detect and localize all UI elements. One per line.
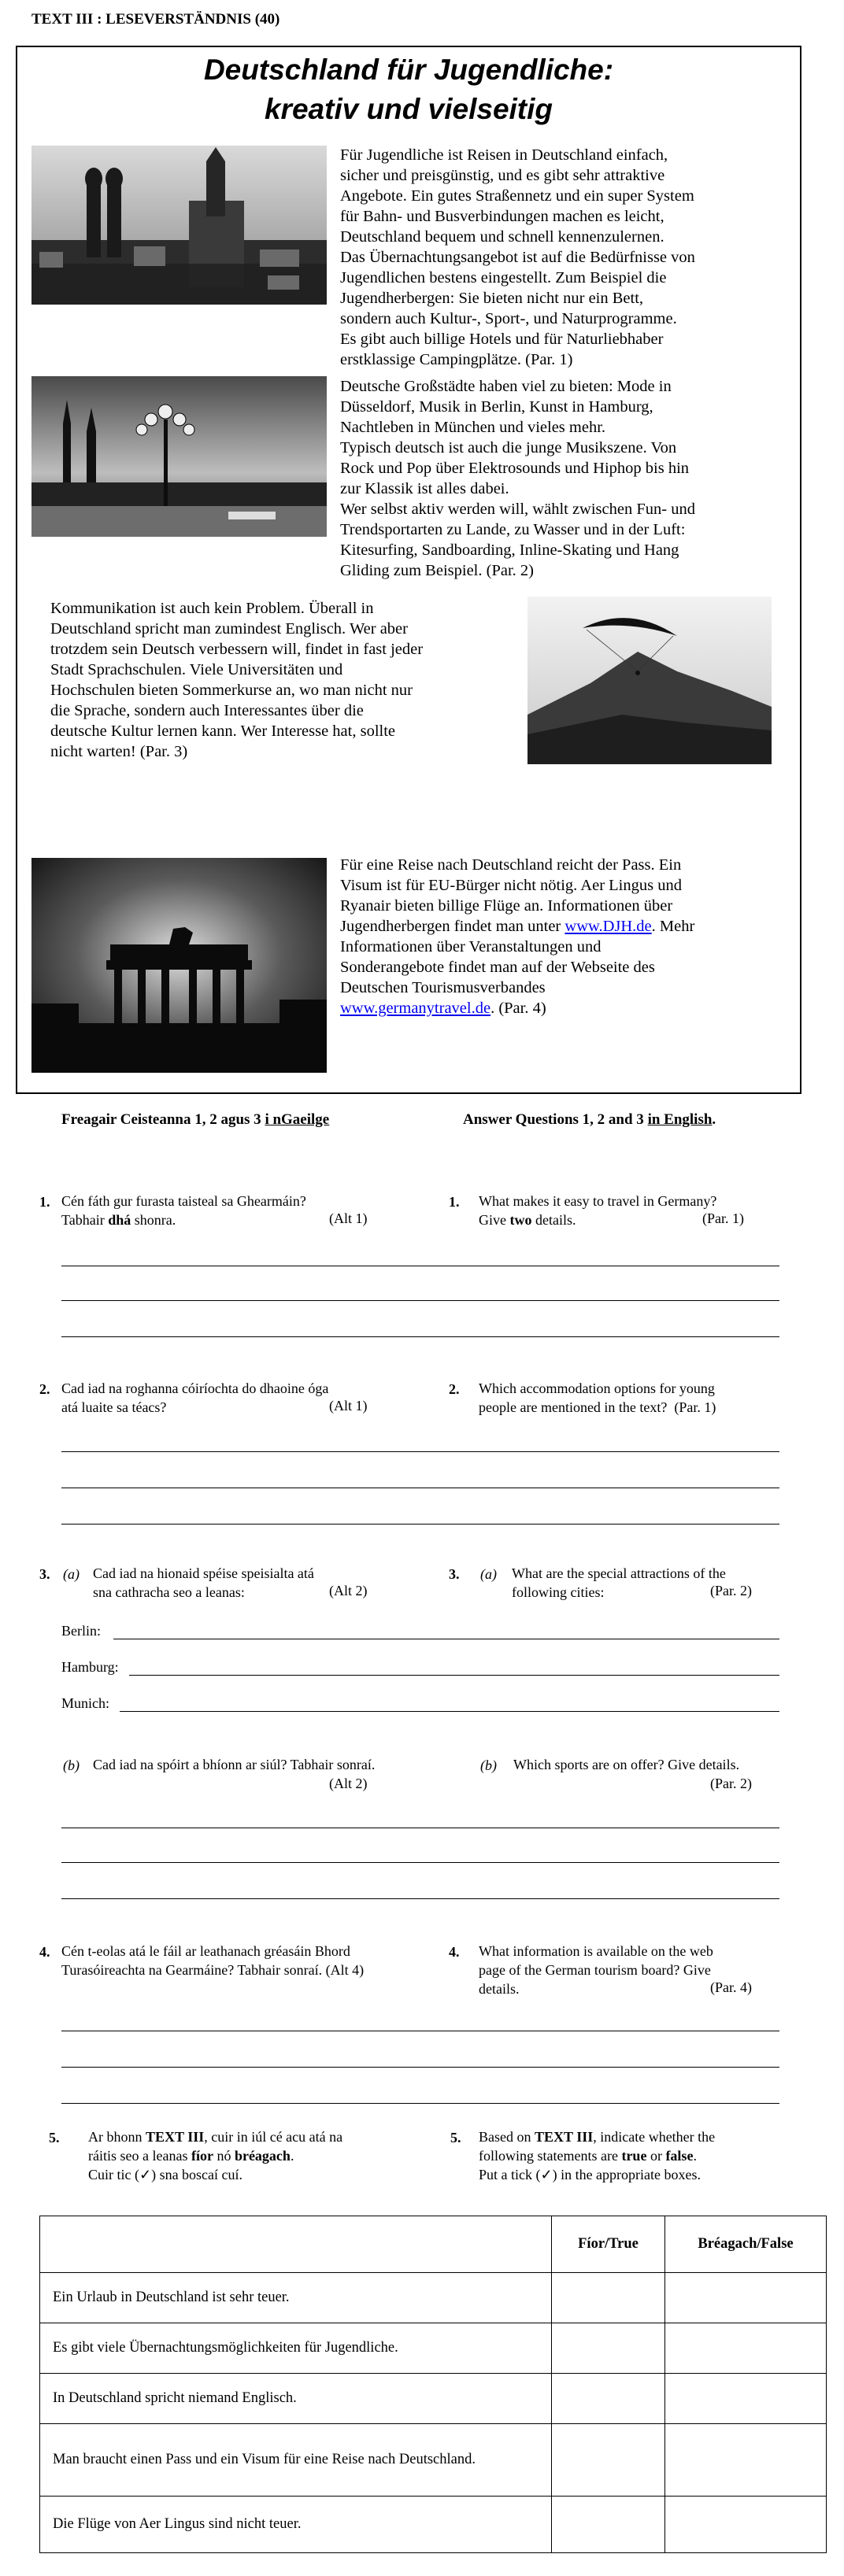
- q4-english: What information is available on the web page of the German tourism board? Give details.: [479, 1943, 713, 1997]
- true-false-table: [39, 2216, 827, 2553]
- q2-irish-ref: (Alt 1): [329, 1398, 368, 1414]
- munich-answer-line[interactable]: [120, 1711, 779, 1712]
- q1-answer-line[interactable]: [61, 1300, 779, 1301]
- paragraph-3: Kommunikation ist auch kein Problem. Überall in Deutschland spricht man zumindest Englisch. Wer aber trotzdem sein Deutsch verbessern will, findet in fast jeder Stadt Sprachschulen. Viele Universitäten und Hochschulen bieten Sommerkurse an, wo man nicht nur die Sprache, sondern auch Interessantes über die deutsche Kultur lernen kann. Wer Interesse hat, sollte nicht warten! (Par. 3): [50, 600, 424, 760]
- true-tick-box[interactable]: [552, 2273, 665, 2323]
- true-column-header: Fíor/True: [552, 2216, 665, 2273]
- q3a-label-ga: (a): [63, 1566, 80, 1582]
- hamburg-label: Hamburg:: [61, 1659, 119, 1675]
- statement-cell: In Deutschland spricht niemand Englisch.: [40, 2374, 552, 2424]
- q2-answer-line[interactable]: [61, 1524, 779, 1525]
- article-title-line2: kreativ und vielseitig: [264, 93, 553, 125]
- paraglider-image: [528, 597, 772, 764]
- statement-cell: Man braucht einen Pass und ein Visum für eine Reise nach Deutschland.: [40, 2424, 552, 2497]
- djh-link[interactable]: www.DJH.de: [565, 918, 652, 935]
- q3-number-en: 3.: [449, 1566, 460, 1582]
- article-title-line1: Deutschland für Jugendliche:: [203, 54, 614, 86]
- instruction-english: Answer Questions 1, 2 and 3 in English.: [463, 1111, 716, 1128]
- q2-answer-line[interactable]: [61, 1451, 779, 1452]
- q3b-english: Which sports are on offer? Give details.: [513, 1757, 740, 1772]
- munich-label: Munich:: [61, 1695, 109, 1711]
- q1-irish: Cén fáth gur furasta taisteal sa Ghearmáin? Tabhair dhá shonra.: [61, 1193, 306, 1228]
- q3b-english-ref: (Par. 2): [710, 1776, 752, 1791]
- false-tick-box[interactable]: [665, 2497, 827, 2553]
- table-row: [40, 2497, 827, 2553]
- table-row: [40, 2374, 827, 2424]
- q3b-answer-line[interactable]: [61, 1898, 779, 1899]
- q5-irish: Ar bhonn TEXT III, cuir in iúl cé acu atá na ráitis seo a leanas fíor nó bréagach. Cuir tic (✓) sna boscaí cuí.: [88, 2129, 343, 2182]
- berlin-label: Berlin:: [61, 1623, 101, 1639]
- munich-skyline-image: [31, 146, 327, 305]
- q5-number-en: 5.: [450, 2130, 461, 2145]
- paragraph-1: Für Jugendliche ist Reisen in Deutschland einfach, sicher und preisgünstig, und es gibt sehr attraktive Angebote. Ein gutes Straßennetz und ein super System für Bahn- und Busverbindungen machen es leicht, Deutschland bequem und schnell kennenzulernen. Das Übernachtungsangebot ist auf die Bedürfnisse von Jugendlichen bestens eingestellt. Zum Beispiel die Jugendherbergen: Sie bieten nicht nur ein Bett, sondern auch Kultur-, Sport-, und Naturprogramme. Es gibt auch billige Hotels und für Naturliebhaber erstklassige Campingplätze. (Par. 1): [340, 146, 695, 368]
- q1-number-en: 1.: [449, 1194, 460, 1210]
- q2-english: Which accommodation options for young people are mentioned in the text? (Par. 1): [479, 1380, 716, 1415]
- table-row: [40, 2424, 827, 2497]
- q1-irish-ref: (Alt 1): [329, 1210, 368, 1226]
- statement-cell: Die Flüge von Aer Lingus sind nicht teuer.: [40, 2497, 552, 2553]
- q3b-irish-ref: (Alt 2): [329, 1776, 368, 1791]
- q4-answer-line[interactable]: [61, 2067, 779, 2068]
- true-tick-box[interactable]: [552, 2497, 665, 2553]
- q2-number-en: 2.: [449, 1381, 460, 1397]
- q4-english-ref: (Par. 4): [710, 1979, 752, 1995]
- true-tick-box[interactable]: [552, 2424, 665, 2497]
- q4-number-ga: 4.: [39, 1944, 50, 1960]
- false-tick-box[interactable]: [665, 2323, 827, 2374]
- false-tick-box[interactable]: [665, 2273, 827, 2323]
- q5-english: Based on TEXT III, indicate whether the following statements are true or false. Put a tick (✓) in the appropriate boxes.: [479, 2129, 716, 2182]
- brandenburg-gate-image: [31, 858, 327, 1073]
- q4-number-en: 4.: [449, 1944, 460, 1960]
- false-tick-box[interactable]: [665, 2374, 827, 2424]
- river-city-image: [31, 376, 327, 537]
- true-tick-box[interactable]: [552, 2374, 665, 2424]
- germanytravel-link[interactable]: www.germanytravel.de: [340, 1000, 491, 1017]
- q3b-answer-line[interactable]: [61, 1862, 779, 1863]
- statement-cell: Ein Urlaub in Deutschland ist sehr teuer.: [40, 2273, 552, 2323]
- instruction-irish: Freagair Ceisteanna 1, 2 agus 3 i nGaeilge: [61, 1111, 330, 1128]
- section-header: TEXT III : LESEVERSTÄNDNIS (40): [31, 11, 280, 28]
- statement-cell: Es gibt viele Übernachtungsmöglichkeiten für Jugendliche.: [40, 2323, 552, 2374]
- table-row: [40, 2323, 827, 2374]
- q3b-irish: Cad iad na spóirt a bhíonn ar siúl? Tabhair sonraí.: [93, 1757, 376, 1772]
- q3a-irish: Cad iad na hionaid spéise speisialta atá sna cathracha seo a leanas:: [93, 1565, 314, 1600]
- false-column-header: Bréagach/False: [665, 2216, 827, 2273]
- article-title: [17, 47, 800, 129]
- q3a-english-ref: (Par. 2): [710, 1583, 752, 1598]
- table-header-row: [40, 2216, 827, 2273]
- paragraph-2: Deutsche Großstädte haben viel zu bieten: Mode in Düsseldorf, Musik in Berlin, Kunst in Hamburg, Nachtleben in München und vieles mehr. Typisch deutsch ist auch die junge Musikszene. Von Rock und Pop über Elektrosounds und Hiphop bis hin zur Klassik ist alles dabei. Wer selbst aktiv werden will, wählt zwischen Fun- und Trendsportarten zu Lande, zu Wasser und in der Luft: Kitesurfing, Sandboarding, Inline-Skating und Hang Gliding zum Beispiel. (Par. 2): [340, 378, 695, 579]
- q3b-label-ga: (b): [63, 1757, 80, 1773]
- q4-irish: Cén t-eolas atá le fáil ar leathanach gréasáin Bhord Turasóireachta na Gearmáine? Tabhair sonraí. (Alt 4): [61, 1943, 365, 1978]
- q2-number-ga: 2.: [39, 1381, 50, 1397]
- q3a-english: What are the special attractions of the following cities:: [512, 1565, 726, 1600]
- false-tick-box[interactable]: [665, 2424, 827, 2497]
- q1-english-ref: (Par. 1): [702, 1210, 744, 1226]
- true-tick-box[interactable]: [552, 2323, 665, 2374]
- q3a-label-en: (a): [480, 1566, 497, 1582]
- q3b-label-en: (b): [480, 1757, 497, 1773]
- q1-number-ga: 1.: [39, 1194, 50, 1210]
- q1-english: What makes it easy to travel in Germany? Give two details.: [479, 1193, 717, 1228]
- q5-number-ga: 5.: [49, 2130, 60, 2145]
- reading-article: [16, 46, 801, 1094]
- statement-header-cell: [40, 2216, 552, 2273]
- q3-number-ga: 3.: [39, 1566, 50, 1582]
- q1-answer-line[interactable]: [61, 1336, 779, 1337]
- q2-irish: Cad iad na roghanna cóiríochta do dhaoine óga atá luaite sa téacs?: [61, 1380, 329, 1415]
- q4-answer-line[interactable]: [61, 2103, 779, 2104]
- table-row: [40, 2273, 827, 2323]
- q3a-irish-ref: (Alt 2): [329, 1583, 368, 1598]
- hamburg-answer-line[interactable]: [129, 1675, 779, 1676]
- paragraph-4: Für eine Reise nach Deutschland reicht der Pass. Ein Visum ist für EU-Bürger nicht nötig. Aer Lingus und Ryanair bieten billige Flüge an. Informationen über Jugendherbergen findet man unter www.DJH.de. Mehr Informationen über Veranstaltungen und Sonderangebote findet man auf der Webseite des Deutschen Tourismusverbandes www.germanytravel.de. (Par. 4): [340, 856, 695, 1017]
